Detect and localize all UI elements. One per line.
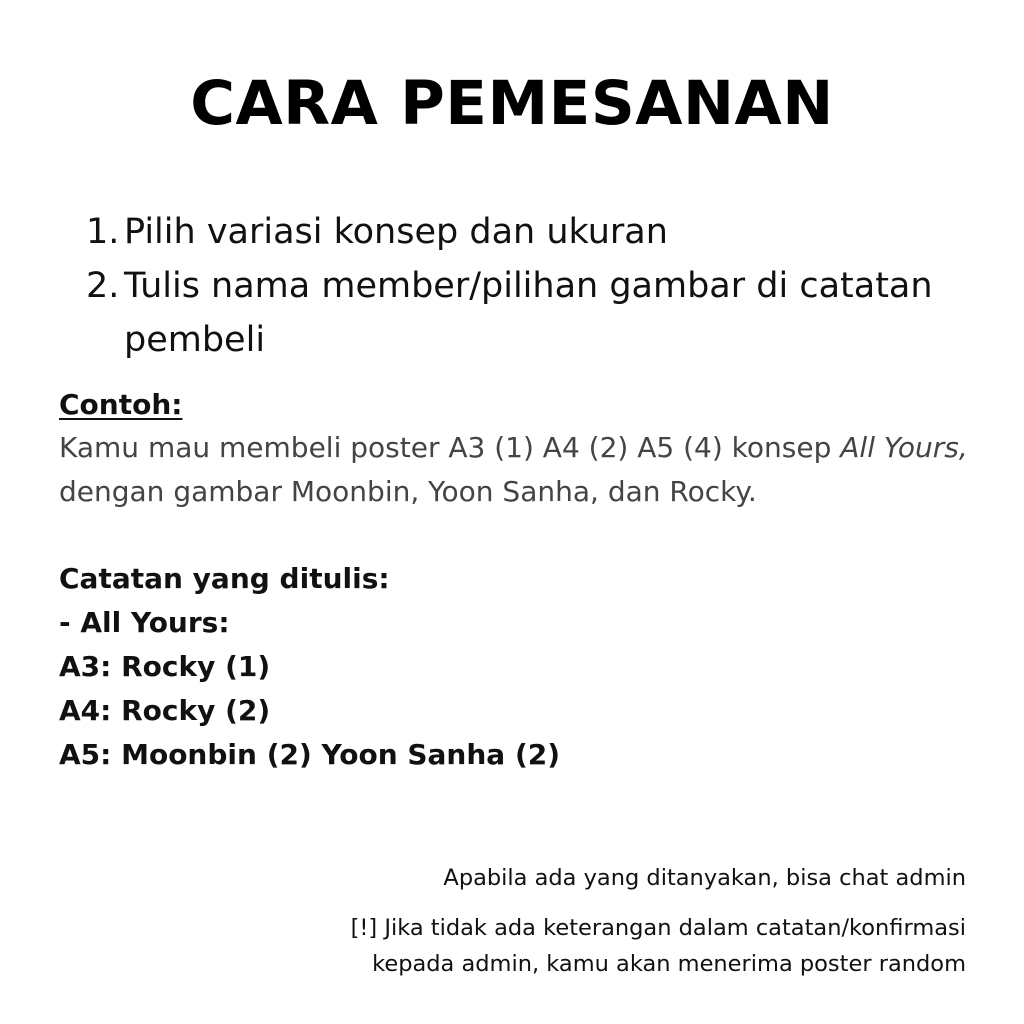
example-section — [59, 384, 979, 514]
notes-line: A4: Rocky (2) — [59, 694, 271, 727]
warning-text — [266, 910, 966, 982]
step-item — [86, 205, 966, 259]
page-title: CARA PEMESANAN — [190, 68, 834, 139]
notes-line: A3: Rocky (1) — [59, 650, 271, 683]
notes-section — [59, 557, 959, 777]
step-number: 1. — [86, 212, 120, 252]
contact-admin-text: Apabila ada yang ditanyakan, bisa chat admin — [443, 865, 966, 891]
notes-line: A5: Moonbin (2) Yoon Sanha (2) — [59, 738, 561, 771]
example-text-part: dengan gambar Moonbin, Yoon Sanha, dan Rocky. — [59, 475, 757, 508]
order-steps-list — [86, 205, 966, 367]
example-text — [59, 426, 979, 514]
warning-line: [!] Jika tidak ada keterangan dalam catatan/konfirmasi — [350, 915, 966, 941]
example-text-part: Kamu mau membeli poster A3 (1) A4 (2) A5 (4) konsep — [59, 431, 841, 464]
step-text: Pilih variasi konsep dan ukuran — [124, 212, 668, 252]
step-item — [86, 259, 966, 367]
warning-line: kepada admin, kamu akan menerima poster random — [372, 951, 966, 977]
step-number: 2. — [86, 266, 120, 306]
example-heading: Contoh: — [59, 388, 183, 421]
notes-heading: Catatan yang ditulis: — [59, 562, 390, 595]
notes-line: - All Yours: — [59, 606, 230, 639]
step-text: Tulis nama member/pilihan gambar di catatan pembeli — [124, 266, 933, 360]
footer-section — [266, 860, 966, 982]
example-concept-name: All Yours, — [840, 431, 968, 464]
